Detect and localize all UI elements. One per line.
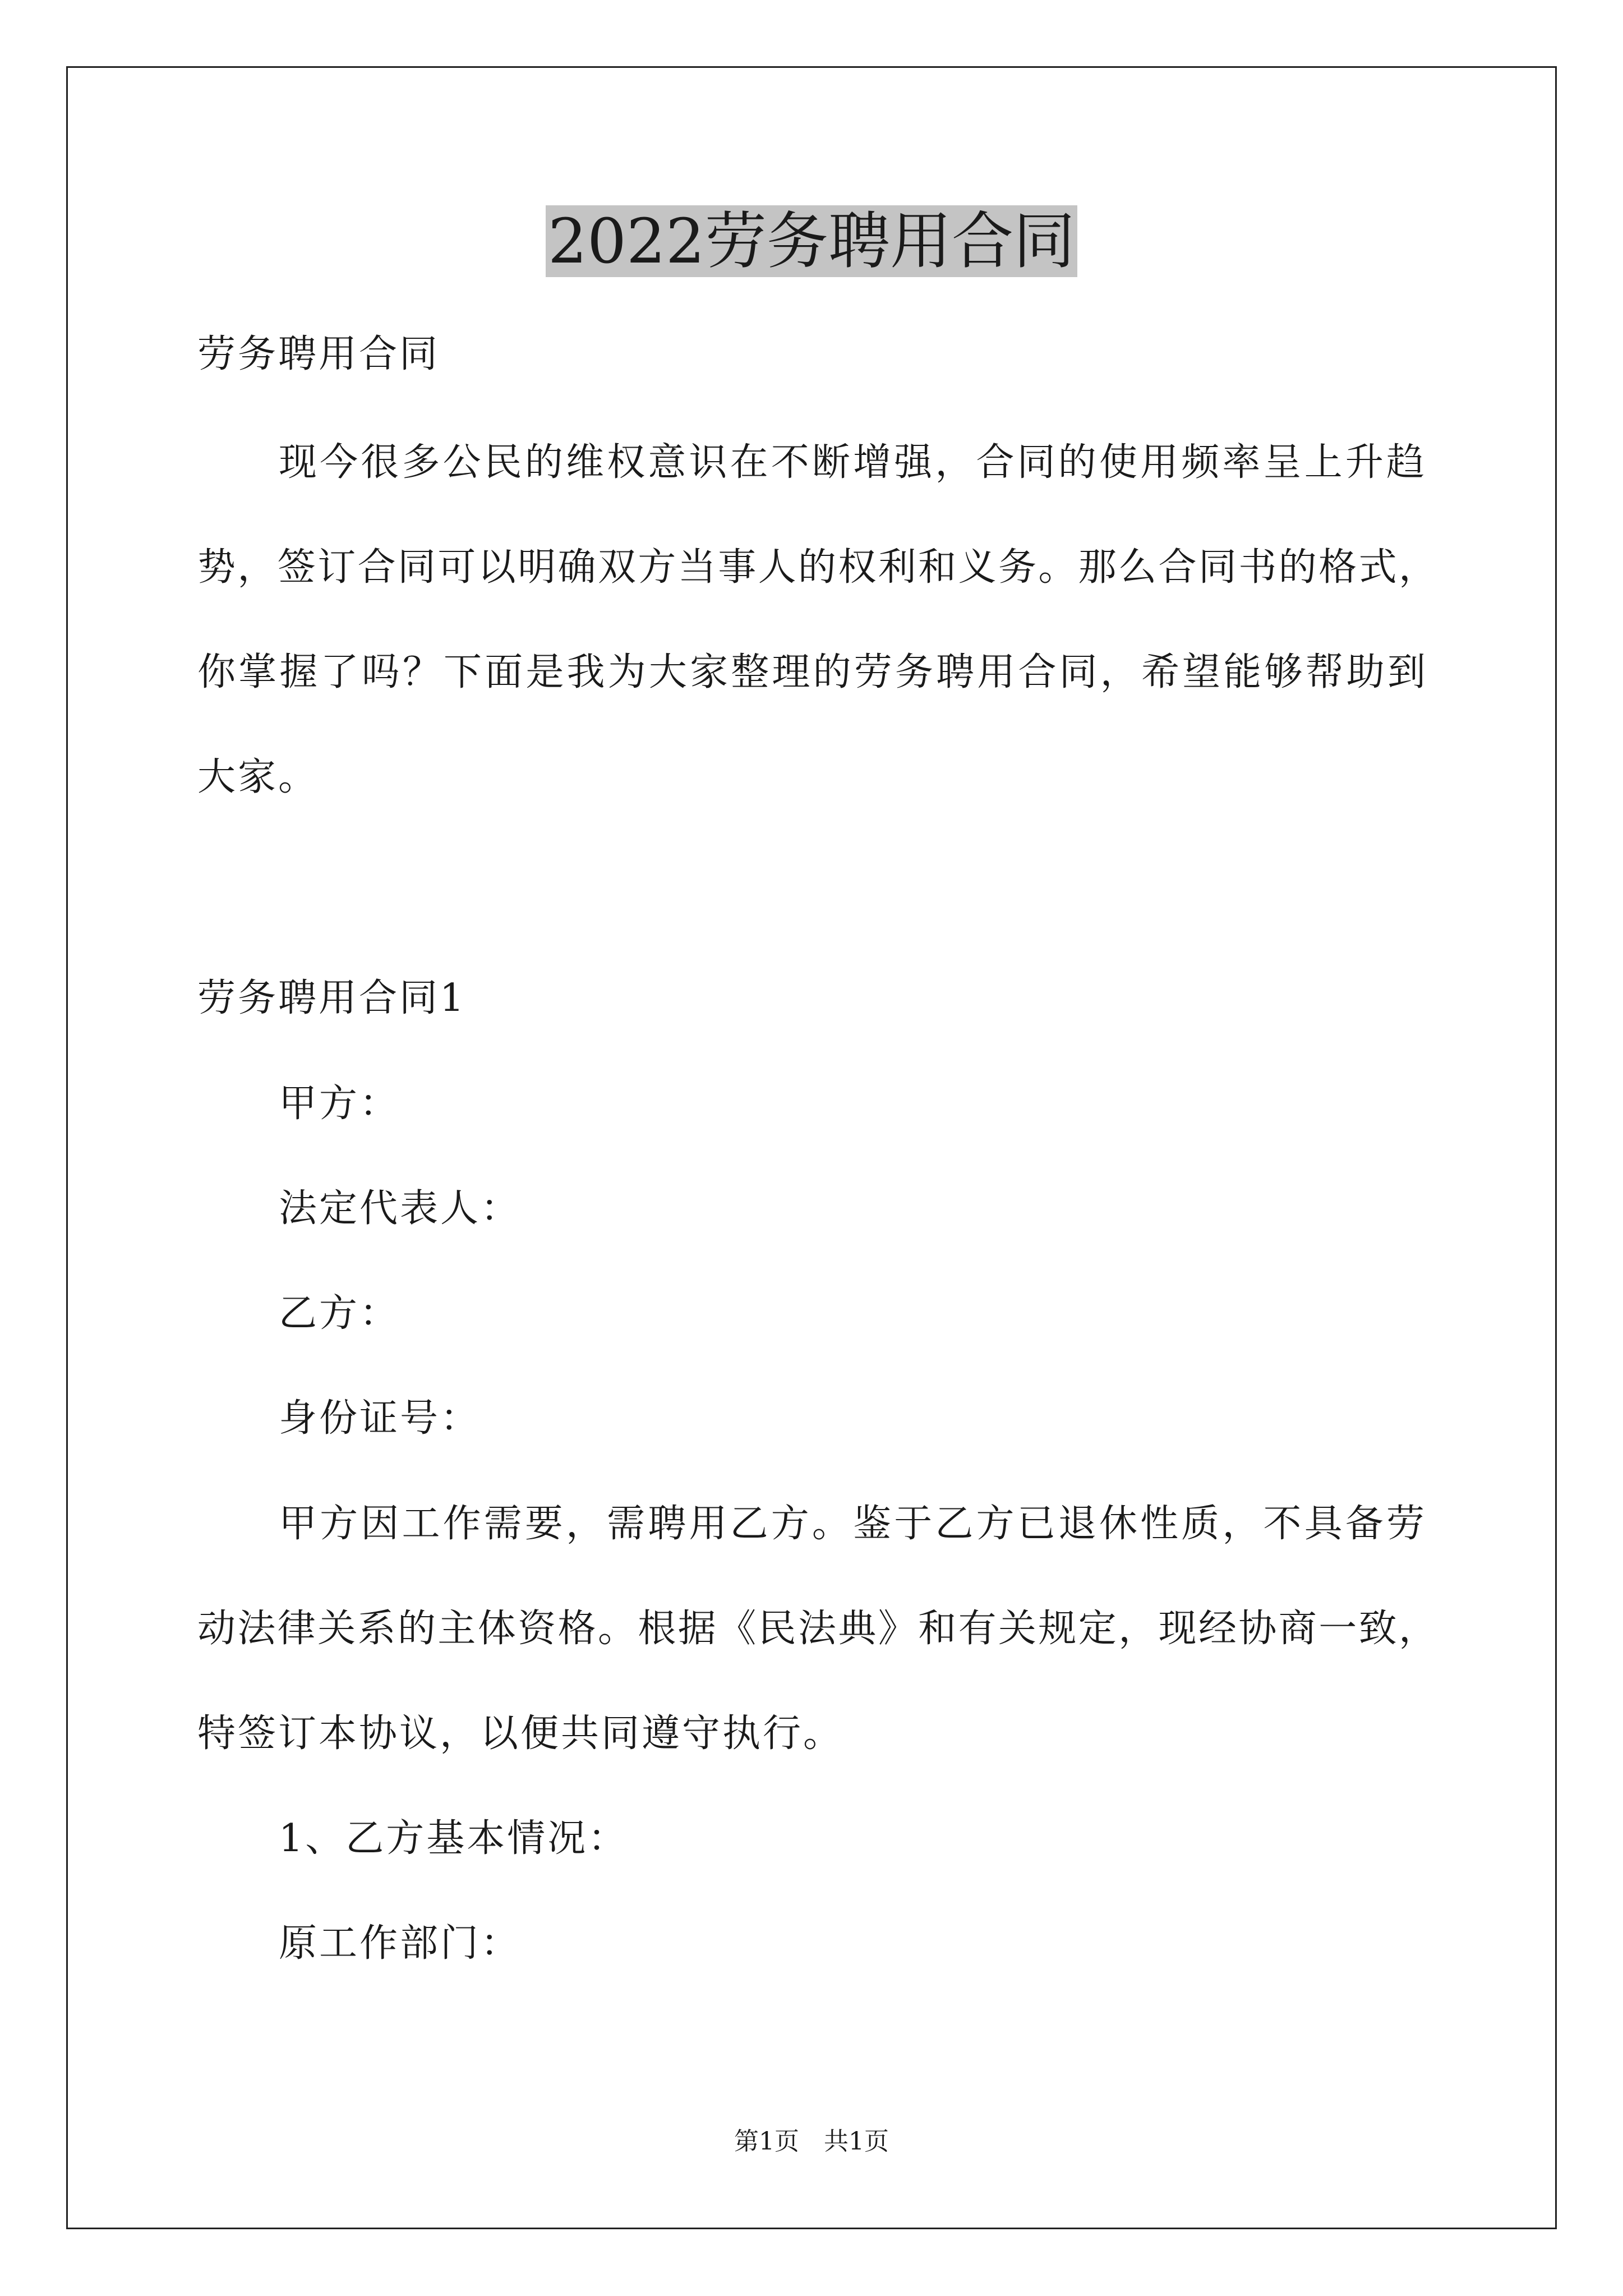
- intro-line-4: 大家。: [197, 755, 319, 799]
- intro-line-2: 势，签订合同可以明确双方当事人的权利和义务。那么合同书的格式，: [197, 545, 1437, 590]
- former-dept-label: 原工作部门：: [279, 1921, 522, 1966]
- document-heading: 劳务聘用合同: [197, 332, 440, 376]
- intro-line-3: 你掌握了吗？下面是我为大家整理的劳务聘用合同，希望能够帮助到: [197, 650, 1426, 694]
- page-footer: 第1页 共1页: [734, 2127, 889, 2156]
- intro-line-1: 现今很多公民的维权意识在不断增强，合同的使用频率呈上升趋: [279, 440, 1424, 485]
- document-title: 2022劳务聘用合同: [0, 199, 1623, 283]
- legal-rep-label: 法定代表人：: [279, 1186, 522, 1231]
- section-1-heading: 1、乙方基本情况：: [279, 1816, 629, 1861]
- party-a-label: 甲方：: [279, 1082, 400, 1126]
- id-number-label: 身份证号：: [279, 1396, 481, 1441]
- clause-line-1: 甲方因工作需要，需聘用乙方。鉴于乙方已退休性质，不具备劳: [279, 1502, 1424, 1546]
- page-border: [66, 66, 1557, 2229]
- contract-heading: 劳务聘用合同1: [197, 976, 467, 1020]
- clause-line-3: 特签订本协议，以便共同遵守执行。: [197, 1711, 844, 1756]
- party-b-label: 乙方：: [279, 1291, 400, 1336]
- clause-line-2: 动法律关系的主体资格。根据《民法典》和有关规定，现经协商一致，: [197, 1607, 1437, 1651]
